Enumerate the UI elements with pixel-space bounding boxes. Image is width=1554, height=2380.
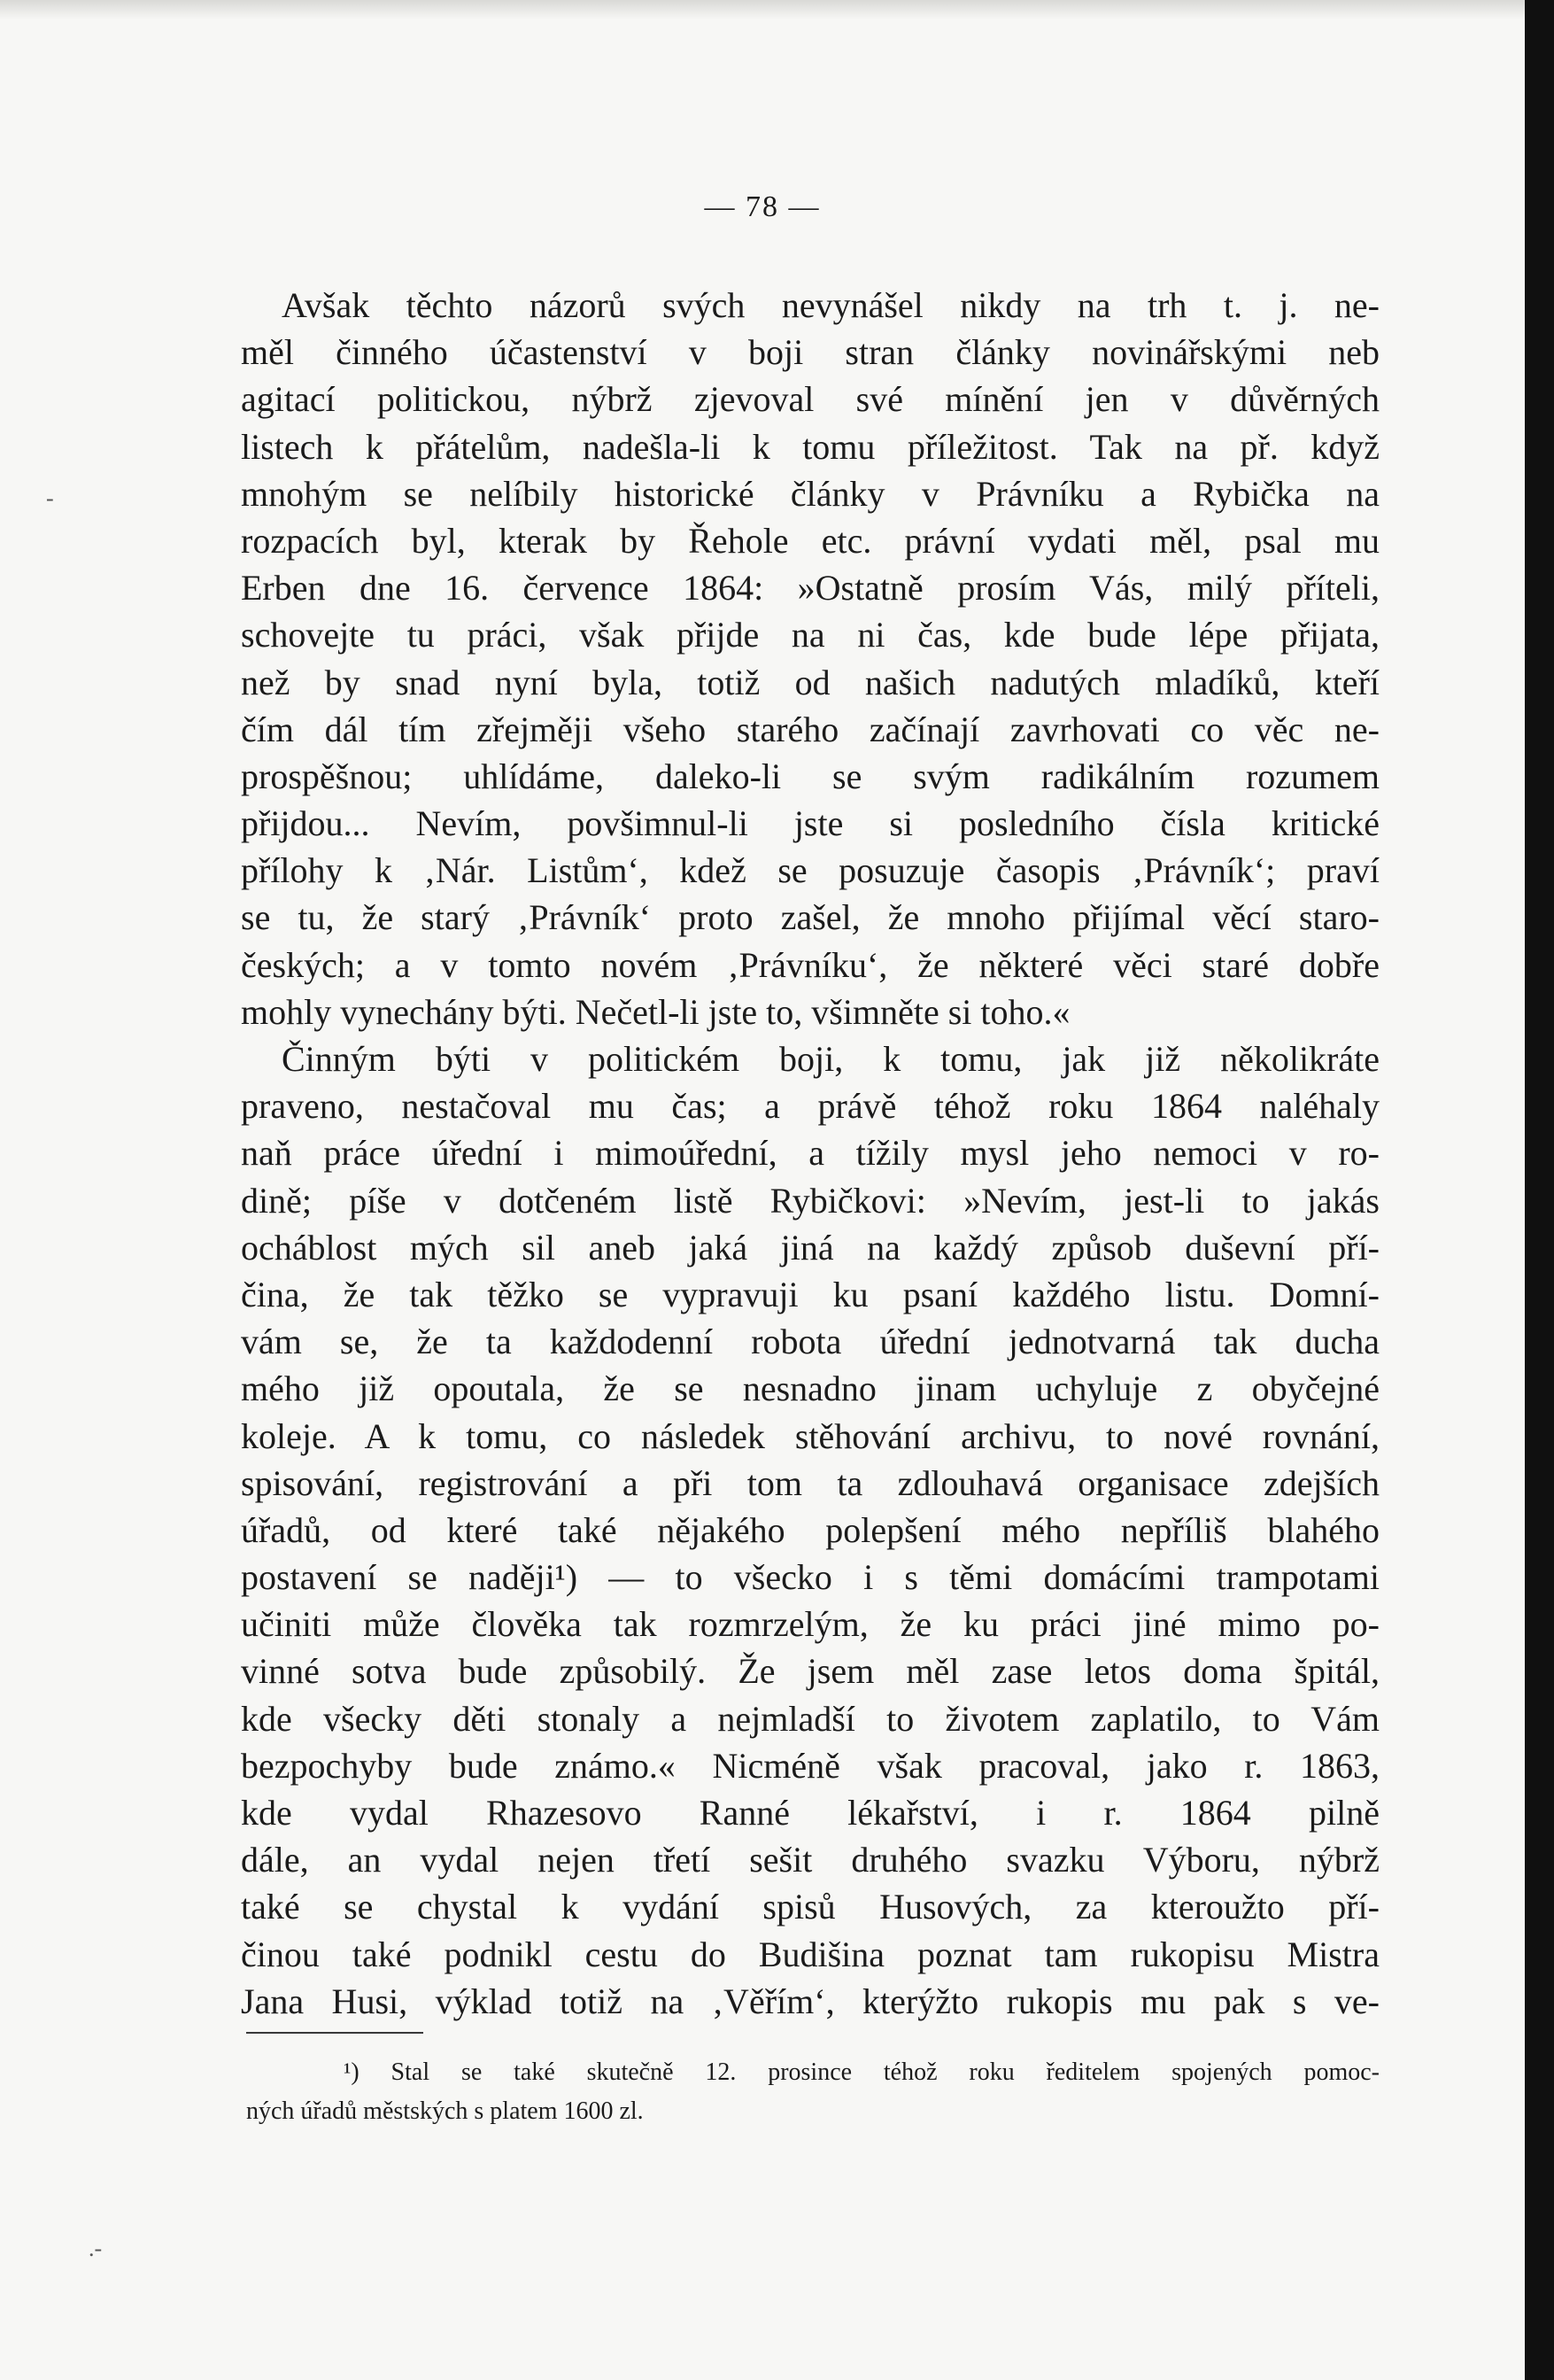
text-line: také se chystal k vydání spisů Husových, za kteroužto pří- [241,1887,1380,1927]
text-line: agitací politickou, nýbrž zjevoval své mínění jen v důvěrných [241,379,1380,420]
text-line: naň práce úřední i mimoúřední, a tížily mysl jeho nemoci v ro- [241,1133,1380,1174]
text-line: postavení se naději¹) — to všecko i s těmi domácími trampotami [241,1557,1380,1598]
text-line: se tu, že starý ‚Právník‘ proto zašel, že mnoho přijímal věcí staro- [241,897,1380,938]
text-line: úřadů, od které také nějakého polepšení mého nepříliš blahého [241,1509,1380,1550]
text-line: rozpacích byl, kterak by Řehole etc. právní vydati měl, psal mu [241,520,1380,561]
footnote-line: ných úřadů městských s platem 1600 zl. [246,2097,644,2125]
page-number: — 78 — [704,190,821,223]
text-line: prospěšnou; uhlídáme, daleko-li se svým radikálním rozumem [241,756,1380,796]
text-line: učiniti může člověka tak rozmrzelým, že ku práci jiné mimo po- [241,1604,1380,1645]
text-line: koleje. A k tomu, co následek stěhování archivu, to nové rovnání, [241,1415,1380,1456]
text-line: mnohým se nelíbily historické články v Právníku a Rybička na [241,473,1380,514]
text-line: mého již opoutala, že se nesnadno jinam uchyluje z obyčejné [241,1368,1380,1409]
text-line: bezpochyby bude známo.« Nicméně však pracoval, jako r. 1863, [241,1745,1380,1786]
text-line: měl činného účastenství v boji stran články novinářskými neb [241,332,1380,373]
page-top-shadow [0,0,1525,19]
footnote-divider [246,2032,423,2034]
text-line: spisování, registrování a při tom ta zdlouhavá organisace zdejších [241,1462,1380,1503]
text-line: čím dál tím zřejměji všeho starého začínají zavrhovati co věc ne- [241,709,1380,749]
text-line: přijdou... Nevím, povšimnul-li jste si posledního čísla kritické [241,803,1380,844]
text-line: vinné sotva bude způsobilý. Že jsem měl zase letos doma špitál, [241,1651,1380,1692]
text-line: dále, an vydal nejen třetí sešit druhého svazku Výboru, nýbrž [241,1840,1380,1880]
footnotes [246,2053,1380,2131]
text-line: vám se, že ta každodenní robota úřední jednotvarná tak ducha [241,1322,1380,1362]
margin-mark: .- [89,2236,103,2261]
body-text [241,282,1380,2025]
text-line: než by snad nyní byla, totiž od našich nadutých mladíků, kteří [241,662,1380,702]
text-line: mohly vynechány býti. Nečetl-li jste to, všimněte si toho.« [241,991,1071,1032]
footnote-line: ¹) Stal se také skutečně 12. prosince téhož roku ředitelem spojených pomoc- [344,2058,1380,2086]
text-line: přílohy k ‚Nár. Listům‘, kdež se posuzuje časopis ‚Právník‘; praví [241,850,1380,891]
text-line: praveno, nestačoval mu čas; a právě téhož roku 1864 naléhaly [241,1086,1380,1127]
text-line: ocháblost mých sil aneb jaká jiná na každý způsob duševní pří- [241,1227,1380,1268]
text-line: českých; a v tomto novém ‚Právníku‘, že některé věci staré dobře [241,944,1380,985]
page-edge-shadow [1525,0,1554,2380]
text-line: dině; píše v dotčeném listě Rybičkovi: »Nevím, jest-li to jakás [241,1180,1380,1221]
text-line: listech k přátelům, nadešla-li k tomu příležitost. Tak na př. když [241,426,1380,467]
text-line: Činným býti v politickém boji, k tomu, jak již několikráte [282,1039,1380,1079]
text-line: Jana Husi, výklad totiž na ‚Věřím‘, kterýžto rukopis mu pak s ve- [241,1981,1380,2021]
margin-mark: - [46,485,54,511]
text-line: schovejte tu práci, však přijde na ni čas, kde bude lépe přijata, [241,615,1380,655]
text-line: čina, že tak těžko se vypravuji ku psaní každého listu. Domní- [241,1274,1380,1314]
text-line: činou také podnikl cestu do Budišina poznat tam rukopisu Mistra [241,1934,1380,1974]
text-line: kde všecky děti stonaly a nejmladší to životem zaplatilo, to Vám [241,1698,1380,1739]
text-line: Erben dne 16. července 1864: »Ostatně prosím Vás, milý příteli, [241,568,1380,609]
text-line: kde vydal Rhazesovo Ranné lékařství, i r. 1864 pilně [241,1793,1380,1833]
text-line: Avšak těchto názorů svých nevynášel nikdy na trh t. j. ne- [282,285,1380,325]
